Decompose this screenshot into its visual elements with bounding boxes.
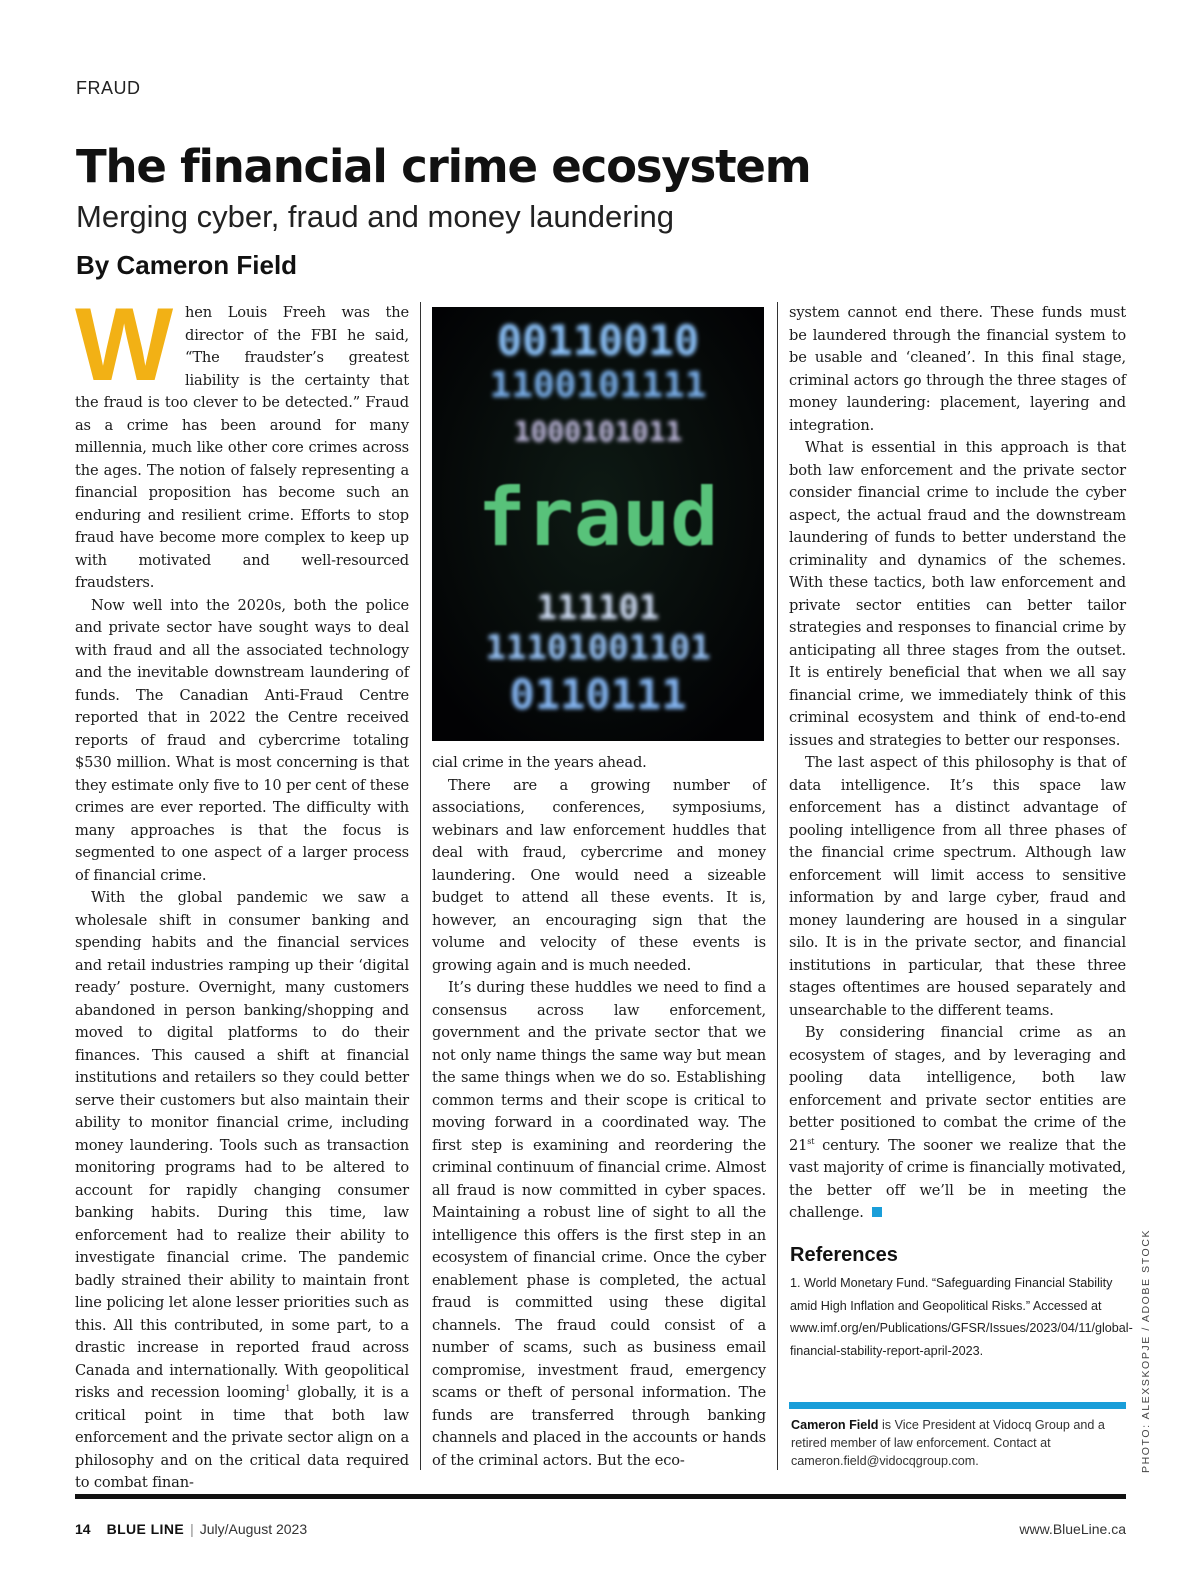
paragraph: What is essential in this approach is that both law enforcement and the private sector consider financial crime to include the cyber aspect, the actual fraud and the downstream laundering of funds to better understand the criminality and dynamics of the schemes. With these tactics, both law enforcement and private sector entities can better tailor strategies and responses to financial crime by anticipating all three stages from the outset. It is entirely beneficial that when we all say financial crime, we immediately think of this criminal ecosystem and think of end-to-end issues and strategies to better our responses. bbox=[789, 439, 1126, 749]
paragraph: The last aspect of this philosophy is that of data intelligence. It’s this space law enforcement has a distinct advantage of pooling intelligence from all three phases of the financial crime spectrum. Although law enforcement will limit access to sensitive information by and large cyber, fraud and money laundering are housed in a singular silo. It is in the private sector, and financial institutions in particular, that these three stages oftentimes are housed separately and unsearchable to the different teams. bbox=[789, 754, 1126, 1019]
paragraph: system cannot end there. These funds must be laundered through the financial system to be usable and ‘cleaned’. In this final stage, criminal actors go through the three stages of money laundering: placement, layering and integration. bbox=[789, 304, 1126, 434]
paragraph: There are a growing number of associations, conferences, symposiums, webinars and law enforcement huddles that deal with fraud, cybercrime and money laundering. One would need a sizeable budget to attend all these events. It is, however, an encouraging sign that the volume and velocity of these events is growing again and is much needed. bbox=[432, 776, 766, 974]
body-column-1 bbox=[75, 287, 409, 1495]
binary-digits-row: 0110111 bbox=[509, 670, 687, 719]
body-column-2 bbox=[432, 752, 766, 1472]
paragraph: By considering financial crime as an ecosystem of stages, and by leveraging and pooling data intelligence, both law enforcement and private sector entities are better positioned to combat the crime of the 21st century. The sooner we realize that the vast majority of crime is financially motivated, the better off we’ll be in meeting the challenge. bbox=[789, 1024, 1126, 1221]
body-column-3 bbox=[789, 302, 1126, 1225]
author-bio: Cameron Field is Vice President at Vidocq Group and a retired member of law enforcement. Contact at cameron.field@vidocqgroup.com. bbox=[791, 1418, 1105, 1468]
section-label: FRAUD bbox=[76, 78, 141, 98]
paragraph: Now well into the 2020s, both the police and private sector have sought ways to deal with fraud and all the associated technology and the inevitable downstream laundering of funds. The Canadian Anti-Fraud Centre reported that in 2022 the Centre received reports of fraud and cybercrime totaling $530 million. What is most concerning is that they estimate only five to 10 per cent of these crimes are ever reported. The difficulty with many approaches is that the focus is segmented to one aspect of a larger process of financial crime. bbox=[75, 596, 409, 884]
byline: By Cameron Field bbox=[76, 250, 298, 280]
references-heading: References bbox=[790, 1244, 898, 1266]
footer-rule bbox=[75, 1494, 1126, 1499]
ordinal-suffix: st bbox=[807, 1136, 815, 1146]
reference-item: 1. World Monetary Fund. “Safeguarding Financial Stability amid High Inflation and Geopolitical Risks.” Accessed at www.imf.org/en/Publications/GFSR/Issues/2023/04/11/global-financial-stability-report-april-2023. bbox=[790, 1276, 1133, 1358]
drop-cap: W bbox=[75, 287, 174, 403]
fraud-headline-word: fraud bbox=[477, 471, 719, 564]
footer-separator: | bbox=[190, 1521, 194, 1537]
paragraph: When Louis Freeh was the director of the FBI he said, “The fraudster’s greatest liability is the certainty that the fraud is too clever to be detected.” Fraud as a crime has been around for many millennia, much like other core crimes across the ages. The notion of falsely representing a financial proposition has become such an enduring and resilient crime. Efforts to stop fraud have become more complex to keep up with motivated and well-resourced fraudsters. bbox=[75, 287, 409, 591]
publication-name: BLUE LINE bbox=[106, 1521, 185, 1537]
binary-digits-row: 00110010 bbox=[496, 316, 700, 365]
binary-digits-row: 111101 bbox=[536, 588, 660, 628]
paragraph: With the global pandemic we saw a wholesale shift in consumer banking and spending habits and the financial services and retail industries ramping up their ‘digital ready’ posture. Overnight, many customers abandoned in person banking/shopping and moved to digital platforms to do their finances. This caused a shift at financial institutions and retailers so they could better serve their customers but also maintain their ability to monitor financial crime, including money laundering. Tools such as transaction monitoring programs had to be altered to account for rapidly changing consumer banking habits. During this time, law enforcement had to realize their ability to investigate financial crime. The pandemic badly strained their ability to maintain front line policing let alone lesser priorities such as this. All this contributed, in some part, to a drastic increase in reported fraud across Canada and internationally. With geopolitical risks and recession looming$^1$ globally, it is a critical point in time that both law enforcement and the private sector align on a philosophy and on the critical data required to combat finan- bbox=[75, 889, 409, 1491]
column-divider bbox=[777, 302, 778, 1470]
end-of-article-square-icon bbox=[872, 1207, 882, 1217]
page-number: 14 bbox=[75, 1521, 91, 1537]
binary-digits-row: 1100101111 bbox=[489, 365, 707, 406]
bio-accent-bar bbox=[789, 1402, 1126, 1409]
article-subtitle: Merging cyber, fraud and money laundering bbox=[76, 199, 674, 234]
paragraph: cial crime in the years ahead. bbox=[432, 754, 647, 771]
fraud-binary-photo bbox=[432, 307, 764, 741]
website-link[interactable]: www.BlueLine.ca bbox=[1019, 1521, 1126, 1537]
reference-mark: 1 bbox=[285, 1384, 291, 1394]
footer-left bbox=[75, 1521, 307, 1537]
paragraph: It’s during these huddles we need to find a consensus across law enforcement, government and the private sector that we not only name things the same way but mean the same things when we do so. Establishing common terms and their scope is critical to moving forward in a coordinated way. The first step is examining and reordering the criminal continuum of financial crime. Almost all fraud is now committed in cyber spaces. Maintaining a robust line of sight to all the intelligence this offers is the first step in an ecosystem of financial crime. Once the cyber enablement phase is completed, the actual fraud is committed using these digital channels. The fraud could consist of a number of scams, such as business email compromise, investment fraud, emergency scams or theft of personal information. The funds are transferred through banking channels and placed in the accounts or hands of the criminal actors. But the eco- bbox=[432, 979, 766, 1469]
column-divider bbox=[420, 302, 421, 1470]
article-title: The financial crime ecosystem bbox=[76, 140, 811, 193]
photo-credit: PHOTO: ALEXSKOPJE / ADOBE STOCK bbox=[1140, 1228, 1152, 1473]
binary-digits-row: 11101001101 bbox=[485, 628, 711, 668]
binary-digits-row: 1000101011 bbox=[513, 415, 683, 448]
author-name: Cameron Field bbox=[791, 1418, 879, 1432]
issue-date: July/August 2023 bbox=[199, 1521, 308, 1537]
references-list bbox=[790, 1272, 1133, 1362]
